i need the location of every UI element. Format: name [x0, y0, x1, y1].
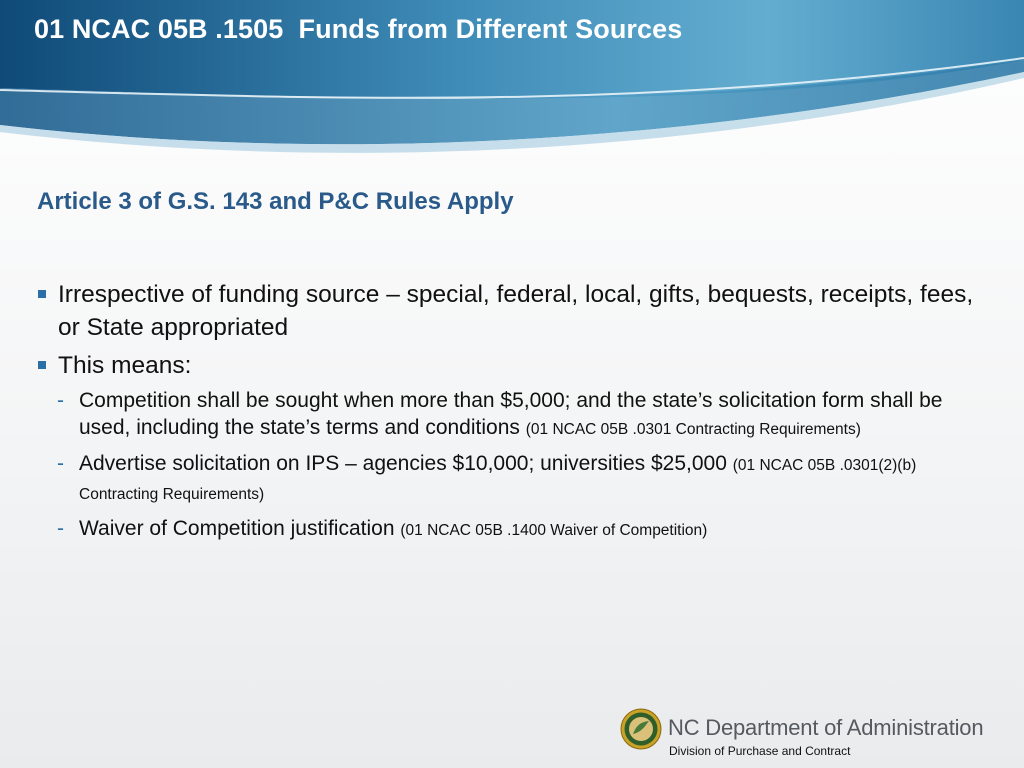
dash-bullet-icon: -	[57, 389, 64, 412]
division-name: Division of Purchase and Contract	[669, 744, 851, 758]
bullet-text: Irrespective of funding source – special, federal, local, gifts, bequests, receipts, fees, or State appropriated	[58, 281, 974, 341]
slide-title: 01 NCAC 05B .1505 Funds from Different Sources	[34, 14, 683, 44]
sub-bullet-item	[37, 450, 987, 508]
rule-reference: (01 NCAC 05B .1400 Waiver of Competition)	[400, 522, 708, 539]
nc-state-seal-icon	[620, 708, 662, 750]
dash-bullet-icon: -	[57, 452, 64, 475]
sub-bullet-text: Advertise solicitation on IPS – agencies $10,000; universities $25,000	[79, 452, 727, 475]
square-bullet-icon	[38, 361, 46, 369]
bullet-item	[37, 349, 987, 382]
dash-bullet-icon: -	[57, 517, 64, 540]
sub-bullet-item	[37, 515, 987, 544]
rule-reference: (01 NCAC 05B .0301 Contracting Requirements)	[525, 421, 861, 438]
sub-bullet-item	[37, 387, 987, 443]
sub-bullet-text: Competition shall be sought when more than $5,000; and the state’s solicitation form shall be used, including the state’s terms and conditions	[79, 389, 943, 439]
bullet-list	[37, 278, 987, 551]
section-heading: Article 3 of G.S. 143 and P&C Rules Apply	[37, 188, 514, 215]
rule-reference: (01 NCAC 05B .0301(2)(b) Contracting Requirements)	[79, 457, 917, 503]
square-bullet-icon	[38, 290, 46, 298]
bullet-item	[37, 278, 987, 344]
department-name: NC Department of Administration	[668, 715, 984, 740]
sub-bullet-text: Waiver of Competition justification	[79, 517, 395, 540]
bullet-text: This means:	[58, 352, 192, 379]
